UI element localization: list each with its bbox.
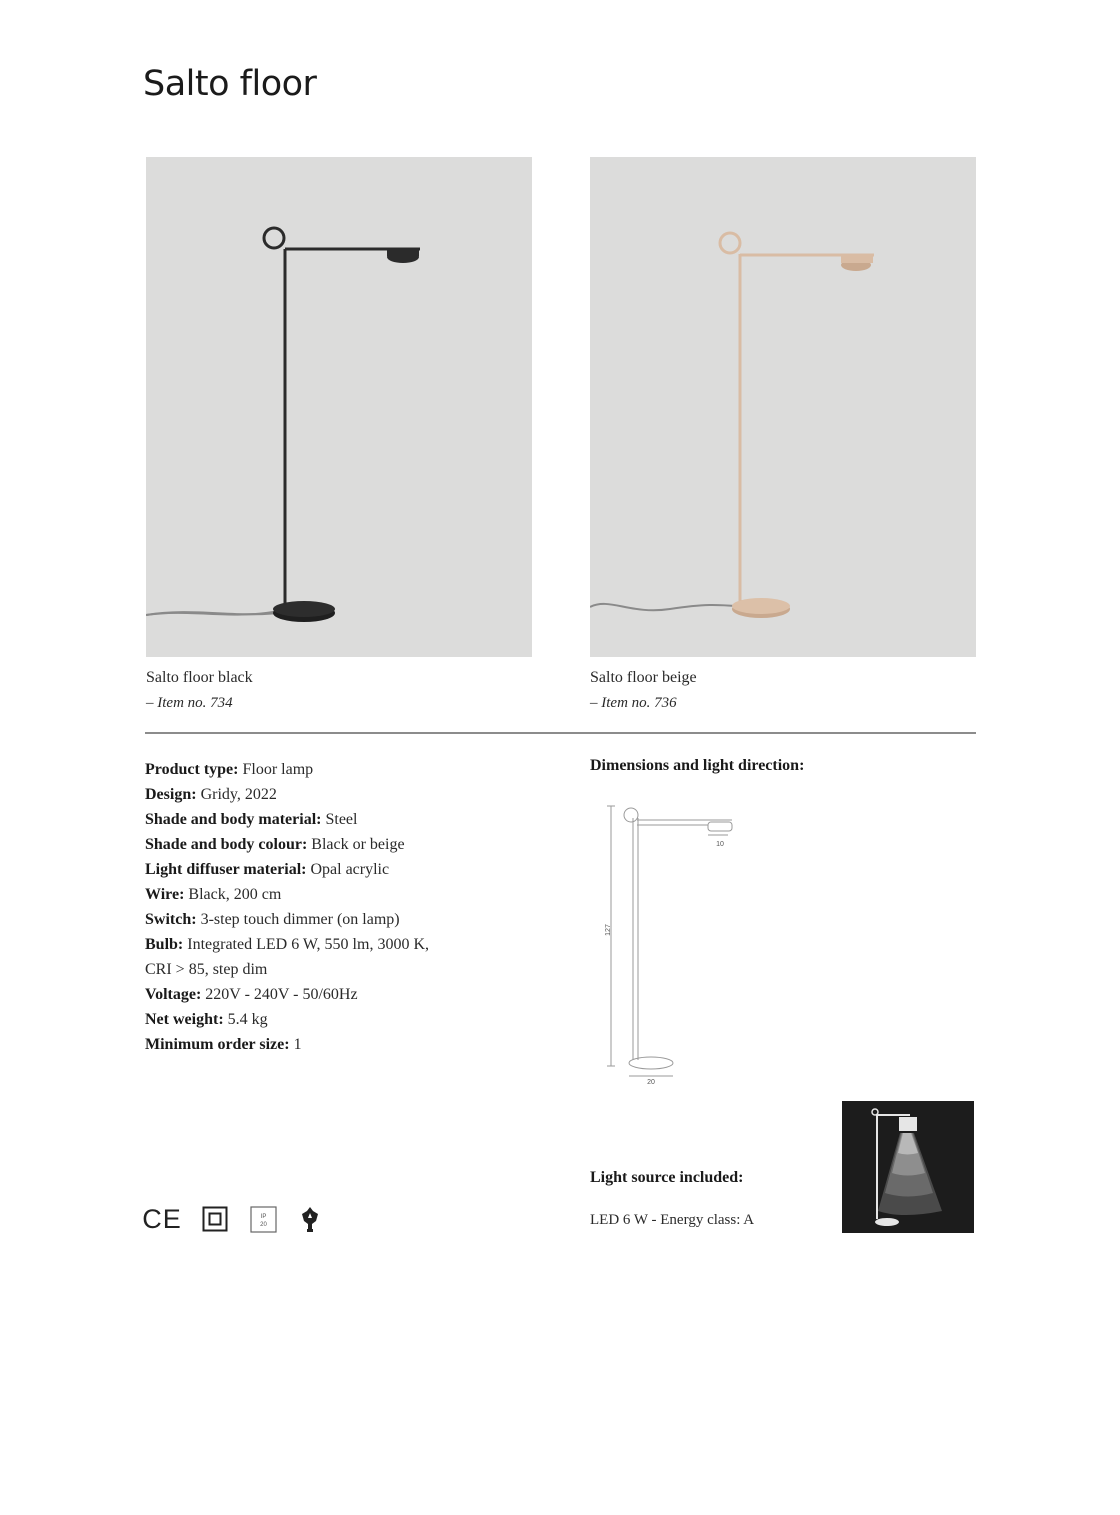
dimension-drawing (600, 798, 750, 1090)
spec-line: Product type: Floor lamp (145, 761, 314, 778)
spec-line: Wire: Black, 200 cm (145, 886, 282, 903)
ce-mark-icon: CE (142, 1203, 182, 1234)
shade-width-label: 10 (716, 841, 724, 848)
spec-list (145, 757, 545, 1057)
section-divider (145, 732, 976, 734)
black-floor-lamp-illustration (146, 157, 532, 657)
class-ii-double-insulation-icon (201, 1204, 229, 1234)
height-label: 127 (605, 924, 612, 936)
spec-line: Net weight: 5.4 kg (145, 1011, 268, 1028)
light-direction-illustration (842, 1101, 974, 1233)
product-photo-beige (590, 157, 976, 657)
svg-text:20: 20 (259, 1221, 267, 1228)
light-source-heading: Light source included: (590, 1169, 744, 1186)
spec-line: Shade and body material: Steel (145, 811, 358, 828)
dimension-line-drawing (600, 798, 750, 1090)
spec-line: Minimum order size: 1 (145, 1036, 302, 1053)
svg-text:IP: IP (260, 1213, 266, 1220)
product-photo-black (146, 157, 532, 657)
beige-floor-lamp-illustration (590, 157, 976, 657)
dimmable-bulb-icon (298, 1204, 322, 1234)
light-source-value: LED 6 W - Energy class: A (590, 1212, 755, 1228)
item-number-beige: – Item no. 736 (590, 695, 677, 711)
spec-line: Switch: 3-step touch dimmer (on lamp) (145, 911, 400, 928)
product-name-black: Salto floor black (146, 669, 253, 686)
ip-rating-icon (249, 1204, 277, 1234)
spec-line: Light diffuser material: Opal acrylic (145, 861, 390, 878)
product-name-beige: Salto floor beige (590, 669, 697, 686)
spec-line: Bulb: Integrated LED 6 W, 550 lm, 3000 K, (145, 936, 429, 953)
base-width-label: 20 (647, 1079, 655, 1086)
spec-line: Voltage: 220V - 240V - 50/60Hz (145, 986, 358, 1003)
spec-line: Design: Gridy, 2022 (145, 786, 277, 803)
spec-line: CRI > 85, step dim (145, 961, 268, 978)
page-title: Salto floor (143, 64, 317, 104)
dimensions-heading: Dimensions and light direction: (590, 757, 805, 774)
item-number-black: – Item no. 734 (146, 695, 233, 711)
spec-line: Shade and body colour: Black or beige (145, 836, 405, 853)
light-beam-diagram (842, 1101, 974, 1233)
